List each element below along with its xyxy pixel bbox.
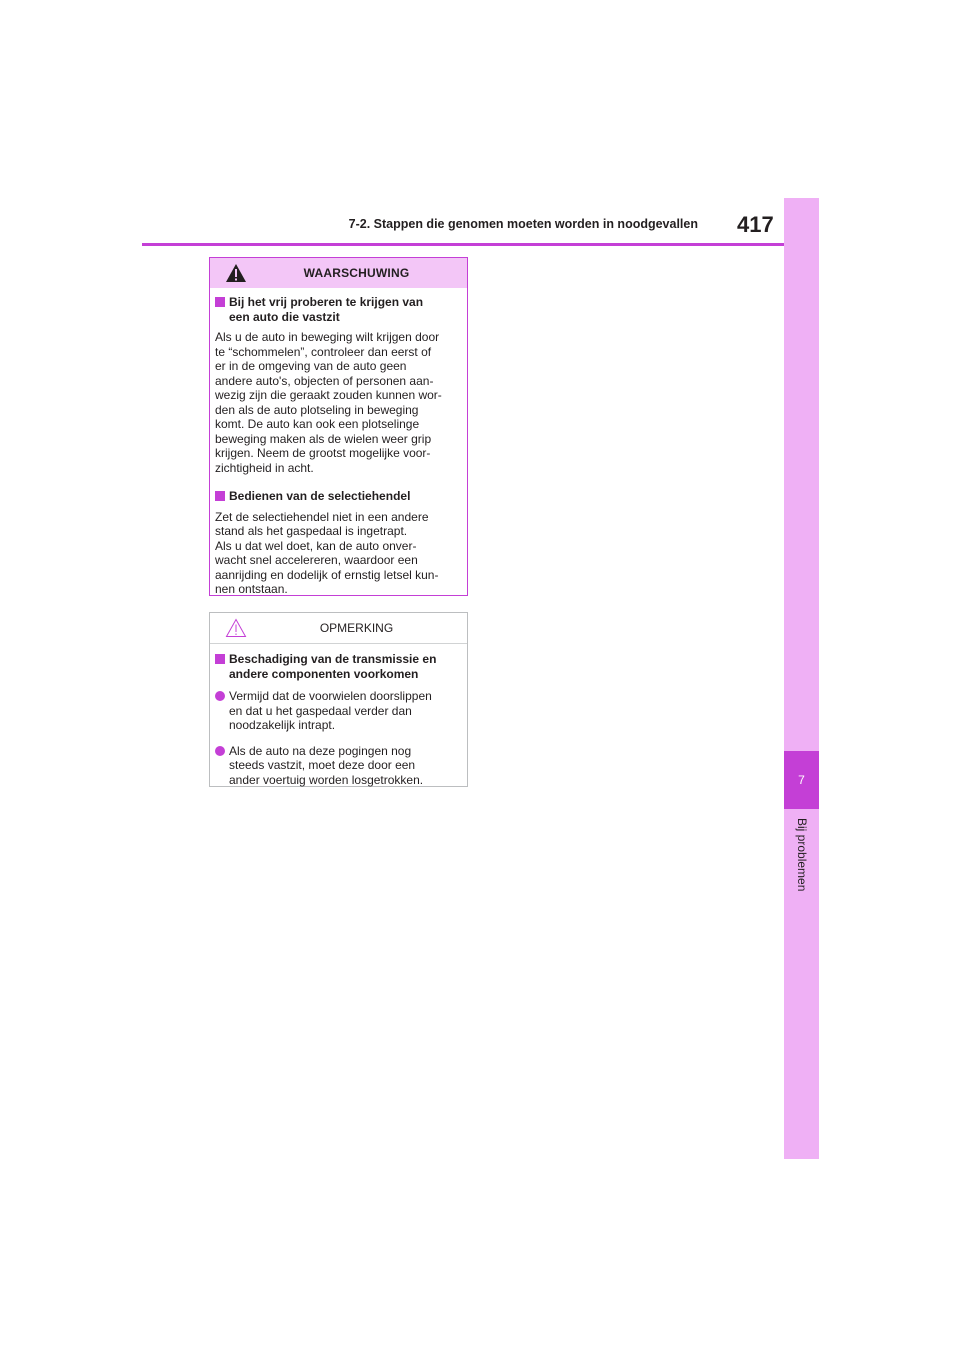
text-line: ander voertuig worden losgetrokken. <box>229 772 424 787</box>
warning-item-heading <box>215 489 461 504</box>
warning-item-heading <box>215 295 461 324</box>
text-line: nen ontstaan. <box>215 582 288 596</box>
notice-title: OPMERKING <box>319 621 394 635</box>
notice-body <box>210 644 467 787</box>
text-line: zichtigheid in acht. <box>215 460 314 475</box>
round-bullet-icon <box>215 746 225 756</box>
warning-item-text <box>215 510 461 597</box>
text-line: Als de auto na deze pogingen nog <box>229 743 412 758</box>
heading-line: andere componenten voorkomen <box>229 666 419 681</box>
warning-item-text <box>215 330 461 475</box>
warning-triangle-icon <box>225 263 247 283</box>
text-line: beweging maken als de wielen weer grip <box>215 431 432 446</box>
text-line: Als u de auto in beweging wilt krijgen door <box>215 330 440 344</box>
chapter-label: Bij problemen <box>795 818 809 892</box>
list-item <box>215 744 461 788</box>
warning-header <box>210 258 467 288</box>
square-bullet-icon <box>215 654 225 664</box>
warning-body <box>210 288 467 597</box>
text-line: steeds vastzit, moet deze door een <box>229 758 416 772</box>
square-bullet-icon <box>215 297 225 307</box>
text-line: wezig zijn die geraakt zouden kunnen wor- <box>215 388 442 402</box>
text-line: Zet de selectiehendel niet in een andere <box>215 509 429 524</box>
heading-line: een auto die vastzit <box>229 309 340 324</box>
text-line: wacht snel accelereren, waardoor een <box>215 553 418 567</box>
warning-box <box>209 257 468 596</box>
heading-line: Bedienen van de selectiehendel <box>229 489 411 503</box>
text-line: te “schommelen”, controleer dan eerst of <box>215 344 432 359</box>
square-bullet-icon <box>215 491 225 501</box>
header-rule <box>142 243 784 246</box>
text-line: andere auto's, objecten of personen aan- <box>215 373 434 388</box>
page-number: 417 <box>737 212 774 237</box>
text-line: komt. De auto kan ook een plotselinge <box>215 417 420 431</box>
notice-box <box>209 612 468 787</box>
round-bullet-icon <box>215 691 225 701</box>
text-line: noodzakelijk intrapt. <box>229 718 336 732</box>
text-line: krijgen. Neem de grootst mogelijke voor- <box>215 446 431 460</box>
side-tab <box>784 198 819 1159</box>
heading-line: Bij het vrij proberen te krijgen van <box>229 295 424 309</box>
text-line: stand als het gaspedaal is ingetrapt. <box>215 524 408 538</box>
notice-heading <box>215 652 461 681</box>
notice-header <box>210 613 467 644</box>
chapter-number: 7 <box>784 751 819 809</box>
section-title: 7-2. Stappen die genomen moeten worden in noodgevallen <box>348 217 698 231</box>
text-line: Vermijd dat de voorwielen doorslippen <box>229 689 432 703</box>
caution-triangle-icon <box>225 618 247 638</box>
text-line: den als de auto plotseling in beweging <box>215 402 419 417</box>
heading-line: Beschadiging van de transmissie en <box>229 652 437 666</box>
text-line: aanrijding en dodelijk of ernstig letsel kun- <box>215 567 439 582</box>
text-line: er in de omgeving van de auto geen <box>215 359 407 373</box>
list-item <box>215 689 461 733</box>
warning-title: WAARSCHUWING <box>303 266 410 280</box>
text-line: Als u dat wel doet, kan de auto onver- <box>215 538 417 553</box>
text-line: en dat u het gaspedaal verder dan <box>229 703 412 718</box>
